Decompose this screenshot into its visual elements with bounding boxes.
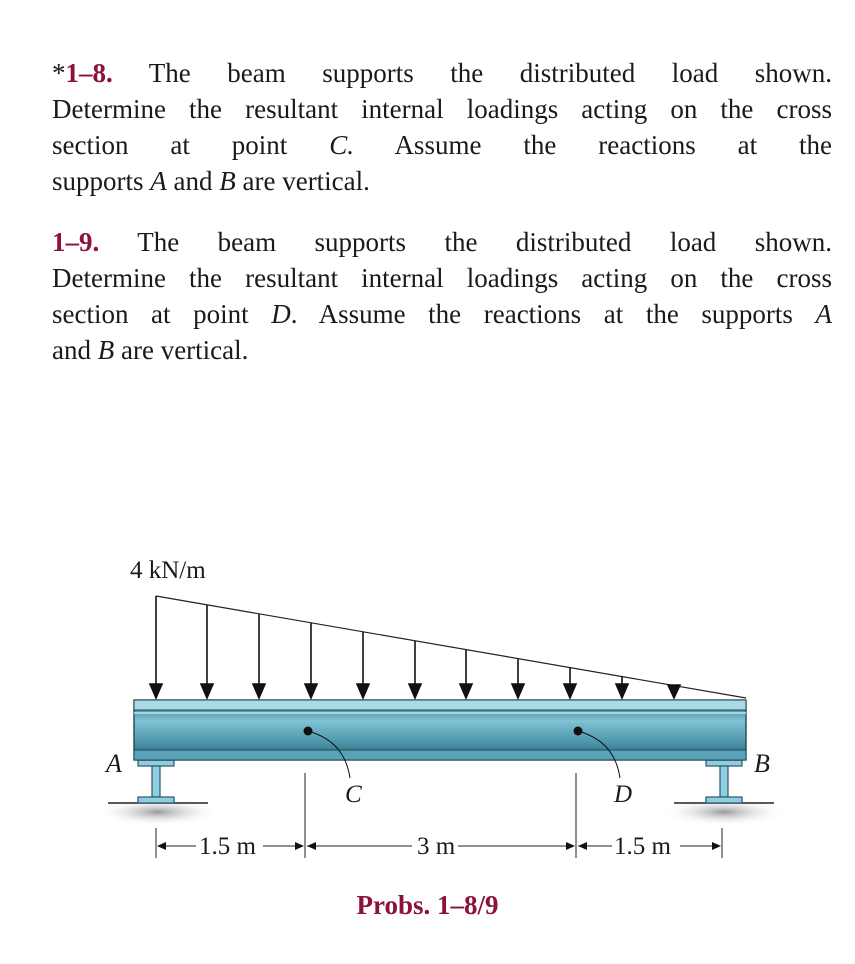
problem-text: Determine the resultant internal loadings acting on the cross	[52, 263, 832, 293]
problem-text: . Assume the reactions at the supports	[290, 299, 793, 329]
load-arrowhead	[668, 685, 680, 698]
problem-star: *	[52, 58, 66, 88]
load-arrowhead	[564, 684, 576, 698]
beam	[134, 700, 746, 760]
problem-text: and	[173, 166, 213, 196]
problem-text: Determine the resultant internal loadings acting on the cross	[52, 94, 832, 124]
dim-label-right: 1.5 m	[614, 833, 671, 860]
load-arrowhead	[253, 684, 265, 698]
problem-text: are vertical.	[242, 166, 370, 196]
problem-number: 1–9.	[52, 227, 100, 257]
figure-caption: Probs. 1–8/9	[356, 890, 499, 920]
load-arrowhead	[409, 684, 421, 698]
support-b-label: B	[754, 749, 770, 778]
problem-text: and	[52, 335, 91, 365]
problem-text: section at point	[52, 299, 249, 329]
load-arrowhead	[616, 684, 628, 698]
problem-number: 1–8.	[65, 58, 113, 88]
problem-text: The beam supports the distributed load shown.	[148, 58, 833, 88]
dim-label-middle: 3 m	[417, 833, 456, 860]
problem-text: are vertical.	[120, 335, 249, 365]
load-arrowhead	[357, 684, 369, 698]
dim-arrowhead	[578, 842, 587, 850]
point-label: B	[97, 335, 115, 365]
support-b	[706, 760, 742, 803]
problem-text: The beam supports the distributed load shown.	[137, 227, 832, 257]
point-label: D	[271, 299, 291, 329]
support-a-label: A	[106, 749, 122, 778]
load-arrowhead	[512, 684, 524, 698]
load-arrowhead	[305, 684, 317, 698]
problem-text: Assume the reactions at the	[394, 130, 833, 160]
load-arrowhead	[150, 684, 162, 698]
load-envelope-line	[156, 596, 746, 698]
support-a	[138, 760, 174, 803]
dim-arrowhead	[307, 842, 316, 850]
point-label: C.	[329, 130, 354, 160]
problem-text: section at point	[52, 130, 288, 160]
point-d-label: D	[614, 781, 633, 808]
point-c-label: C	[345, 781, 362, 808]
point-label: A	[150, 166, 167, 196]
load-arrowhead	[460, 684, 472, 698]
load-arrowhead	[201, 684, 213, 698]
problem-text: supports	[52, 166, 144, 196]
load-arrows	[150, 596, 680, 698]
dim-arrowhead	[157, 842, 166, 850]
point-label: A	[815, 299, 833, 329]
load-intensity-label: 4 kN/m	[130, 557, 206, 584]
point-label: B	[219, 166, 236, 196]
dim-label-left: 1.5 m	[199, 833, 256, 860]
